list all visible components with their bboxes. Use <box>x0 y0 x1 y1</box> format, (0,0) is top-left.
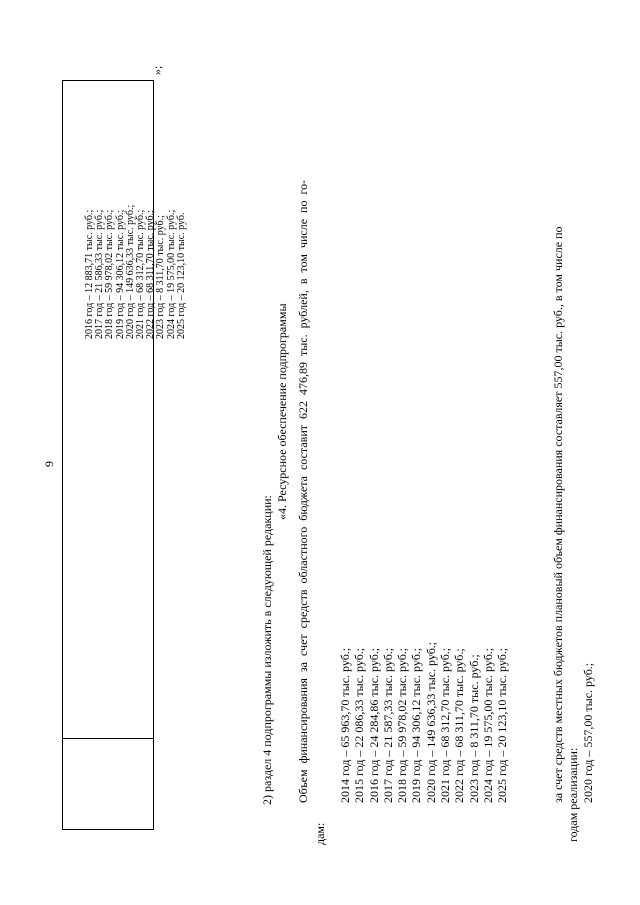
list-item: 2019 год – 94 306,12 тыс. руб.; <box>409 647 424 803</box>
table-row: 2018 год – 59 978,02 тыс. руб.; <box>104 209 116 339</box>
local-budget-paragraph: за счет средств местных бюджетов плановый объем финансирования составляет 557,00 тыс. руб., в том числе по <box>551 226 565 803</box>
regional-year-list <box>338 642 510 803</box>
list-item: 2015 год – 22 086,33 тыс. руб.; <box>352 647 367 803</box>
regional-budget-paragraph: Объем финансирования за счет средств областного бюджета составит 622 476,89 тыс. рублей, в том числе по го- <box>296 179 310 803</box>
table-row: 2019 год – 94 306,12 тыс. руб.; <box>114 209 126 339</box>
table-row: 2020 год – 149 636,33 тыс. руб.; <box>124 204 136 339</box>
list-item: 2021 год – 68 312,70 тыс. руб.; <box>438 647 453 803</box>
list-item: 2014 год – 65 963,70 тыс. руб.; <box>338 647 352 803</box>
table-column-divider <box>63 738 153 739</box>
list-item: 2016 год – 24 284,86 тыс. руб.; <box>366 647 381 803</box>
table-row: 2017 год – 21 586,33 тыс. руб.; <box>94 209 106 339</box>
regional-budget-paragraph-cont: дам: <box>313 822 327 845</box>
list-item: 2023 год – 8 311,70 тыс. руб.; <box>466 654 481 803</box>
table-row: 2021 год – 68 312,70 тыс. руб.; <box>135 209 147 339</box>
table-row: 2023 год – 8 311,70 тыс. руб.; <box>155 215 167 339</box>
page-number: 9 <box>42 461 56 467</box>
local-year-item: 2020 год – 557,00 тыс. руб.; <box>581 662 595 803</box>
list-item: 2024 год – 19 575,00 тыс. руб.; <box>480 647 495 803</box>
list-item: 2020 год – 149 636,33 тыс. руб.; <box>423 641 438 803</box>
amendment-item: 2) раздел 4 подпрограммы изложить в следующей редакции: <box>260 495 274 805</box>
list-item: 2022 год – 68 311,70 тыс. руб.; <box>452 648 467 803</box>
list-item: 2018 год – 59 978,02 тыс. руб.; <box>395 647 410 803</box>
financing-table <box>62 80 187 830</box>
table-row: 2022 год – 68 311,70 тыс. руб.; <box>145 210 157 339</box>
list-item: 2025 год – 20 123,10 тыс. руб.; <box>495 647 510 803</box>
table-row: 2016 год – 12 883,71 тыс. руб.; <box>84 209 95 339</box>
list-item: 2017 год – 21 587,33 тыс. руб.; <box>380 647 395 803</box>
local-budget-paragraph-cont: годам реализации: <box>566 747 580 842</box>
table-row: 2025 год – 20 123,10 тыс. руб. <box>175 212 187 339</box>
closing-quote: »; <box>150 65 164 75</box>
section-title: «4. Ресурсное обеспечение подпрограммы <box>275 303 289 520</box>
table-cell-years <box>85 205 187 339</box>
table-row: 2024 год – 19 575,00 тыс. руб.; <box>165 209 177 339</box>
